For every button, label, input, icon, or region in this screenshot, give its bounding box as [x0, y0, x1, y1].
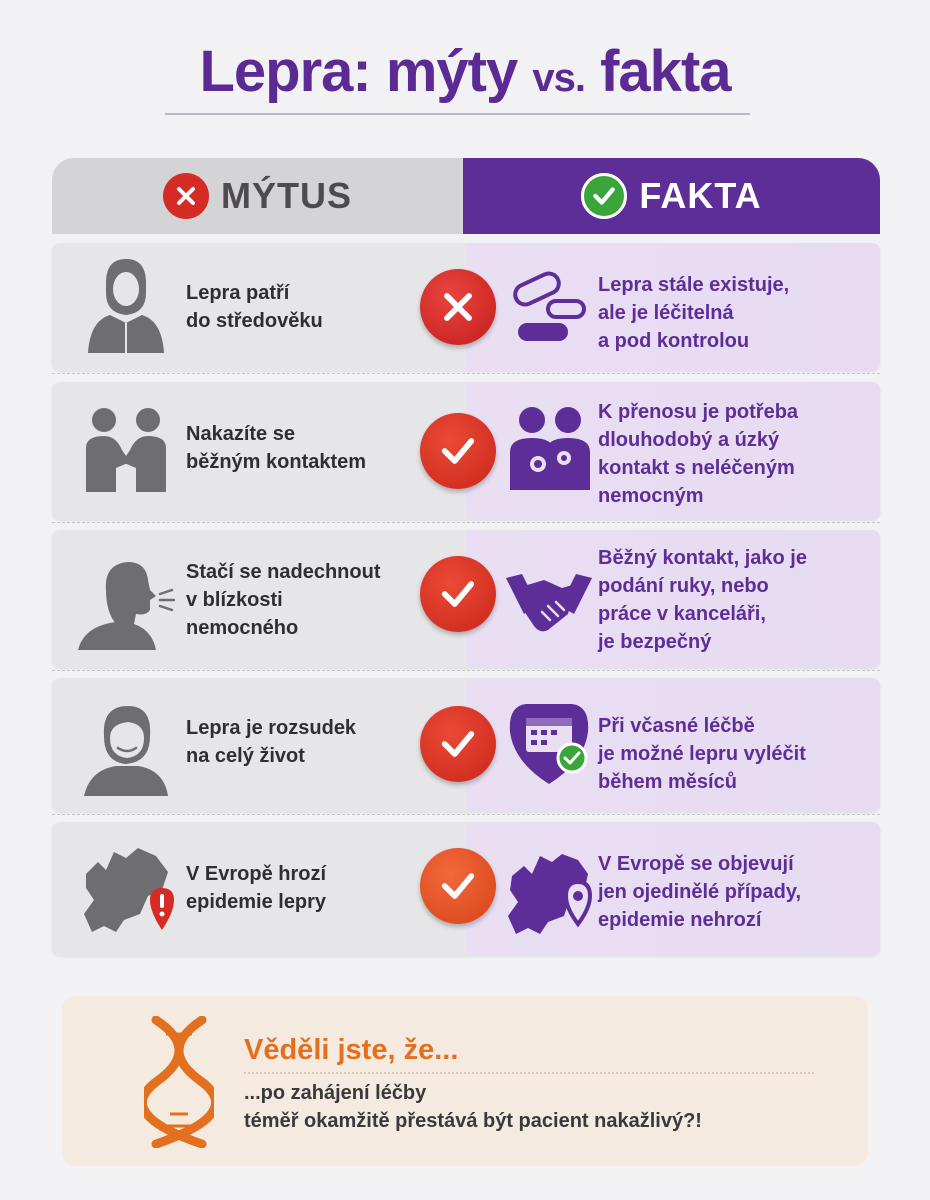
row-divider — [52, 670, 880, 671]
fact-text: Při včasné léčbě je možné lepru vyléčit během měsíců — [598, 715, 806, 793]
did-you-know-box — [62, 996, 868, 1166]
myth-fact-row — [52, 822, 880, 956]
myth-text: V Evropě hrozí epidemie lepry — [186, 863, 327, 913]
x-icon — [163, 173, 209, 219]
row-divider — [52, 373, 880, 374]
handshake-people-icon — [76, 400, 176, 500]
did-you-know-divider — [244, 1072, 814, 1074]
page-title: Lepra: mýty vs. fakta — [199, 39, 731, 104]
myth-fact-row — [52, 382, 880, 520]
check-icon — [581, 173, 627, 219]
title-divider — [165, 113, 750, 115]
myth-text: Nakazíte se běžným kontaktem — [186, 423, 367, 473]
fact-text: V Evropě se objevují jen ojedinělé případy, epidemie nehrozí — [598, 853, 802, 931]
myth-fact-row — [52, 678, 880, 812]
row-divider — [52, 814, 880, 815]
myth-fact-row — [52, 243, 880, 371]
column-header — [52, 158, 880, 234]
verdict-check-icon — [420, 706, 496, 782]
pills-icon — [504, 261, 594, 351]
verdict-check-icon — [420, 556, 496, 632]
calendar-check-icon — [504, 696, 594, 786]
fact-header-label: FAKTA — [639, 175, 762, 216]
fact-text: Lepra stále existuje, ale je léčitelná a pod kontrolou — [598, 274, 790, 352]
verdict-check-icon — [420, 413, 496, 489]
fact-text: K přenosu je potřeba dlouhodobý a úzký kontakt s neléčeným nemocným — [598, 401, 799, 507]
verdict-check-icon — [420, 848, 496, 924]
handshake-icon — [504, 554, 594, 644]
sad-person-icon — [76, 696, 176, 796]
person-breathing-icon — [76, 550, 176, 650]
row-divider — [52, 522, 880, 523]
europe-warning-icon — [76, 840, 176, 940]
myth-header — [52, 158, 463, 234]
myth-text: Lepra patří do středověku — [186, 282, 323, 332]
verdict-x-icon — [420, 269, 496, 345]
fact-header — [463, 158, 880, 234]
myth-text: Stačí se nadechnout v blízkosti nemocného — [186, 561, 381, 639]
europe-location-icon — [504, 846, 594, 936]
did-you-know-line: ...po zahájení léčby — [244, 1082, 427, 1104]
did-you-know-line: téměř okamžitě přestává být pacient nakažlivý?! — [244, 1110, 702, 1132]
myth-fact-row — [52, 530, 880, 668]
myth-text: Lepra je rozsudek na celý život — [186, 717, 357, 767]
myth-header-label: MÝTUS — [221, 175, 352, 216]
medieval-person-icon — [76, 253, 176, 353]
fact-text: Běžný kontakt, jako je podání ruky, nebo práce v kanceláři, je bezpečný — [598, 547, 807, 653]
people-germs-icon — [504, 402, 594, 492]
dna-icon — [144, 1016, 214, 1148]
did-you-know-title: Věděli jste, že... — [244, 1034, 459, 1066]
